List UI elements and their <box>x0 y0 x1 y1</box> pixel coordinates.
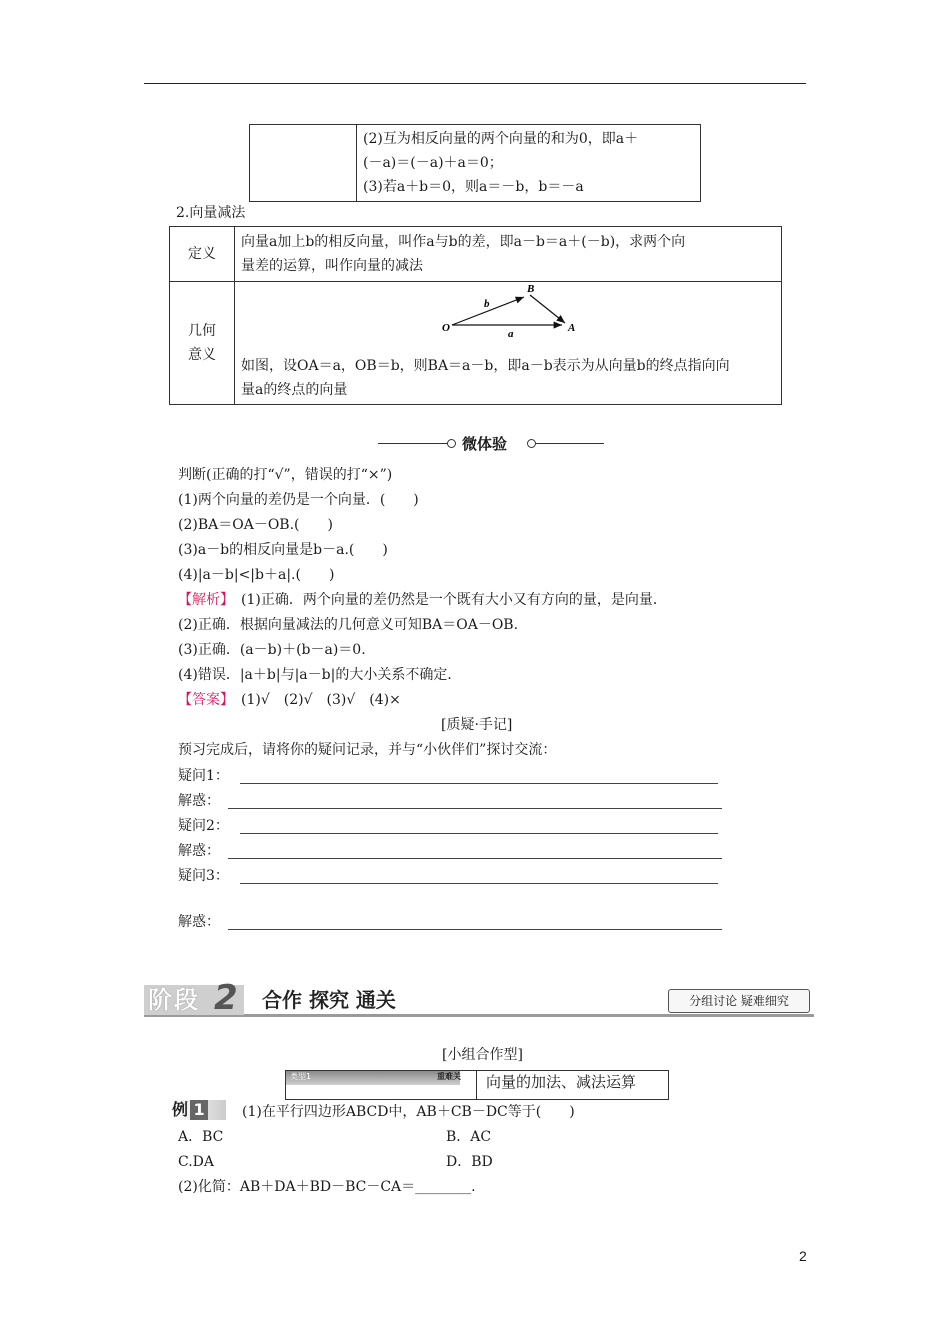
type-difficulty: 重难关 <box>437 1072 461 1081</box>
stage-number: 2 <box>214 978 238 1018</box>
vector-b-label: b <box>484 298 490 310</box>
analysis-tag: 【解析】 <box>178 592 227 608</box>
micro-q2: (2)BA＝OA－OB.( ) <box>178 517 333 533</box>
question-2-label: 疑问2： <box>178 818 229 834</box>
point-A-label: A <box>568 322 576 334</box>
section-heading-subtraction: 2.向量减法 <box>176 205 246 221</box>
example-q2: (2)化简：AB＋DA＋BD－BC－CA＝________. <box>178 1179 476 1195</box>
example-number: 1 <box>190 1100 208 1120</box>
point-B-label: B <box>527 283 535 295</box>
answer-tag: 【答案】 <box>178 692 227 708</box>
answer-line: 【答案】 (1)√ (2)√ (3)√ (4)× <box>178 692 401 708</box>
geometric-text-2: 量a的终点的向量 <box>241 382 348 398</box>
micro-q3: (3)a－b的相反向量是b－a.( ) <box>178 542 388 558</box>
property-line-2: (－a)＝(－a)＋a＝0； <box>363 155 503 171</box>
analysis-line-2: (2)正确．根据向量减法的几何意义可知BA＝OA－OB. <box>178 617 519 633</box>
stage-tag: 分组讨论 疑难细究 <box>668 989 810 1013</box>
example-mark: 例 <box>172 1100 189 1119</box>
property-line-3: (3)若a＋b＝0，则a＝－b，b＝－a <box>363 179 584 195</box>
micro-heading-right-rule <box>536 443 604 444</box>
page-number: 2 <box>799 1248 807 1264</box>
analysis-line-1: 【解析】 (1)正确．两个向量的差仍然是一个既有大小又有方向的量，是向量． <box>178 592 667 608</box>
micro-q1: (1)两个向量的差仍是一个向量．( ) <box>178 492 419 508</box>
answer-1-blank[interactable] <box>228 808 722 809</box>
answer-2-blank[interactable] <box>228 858 722 859</box>
type-label: 类型1 <box>290 1072 312 1081</box>
option-a: A．BC <box>178 1129 224 1145</box>
geometric-meaning-label: 几何 意义 <box>170 282 235 405</box>
header-rule <box>144 83 806 84</box>
answer-3-label: 解惑： <box>178 914 220 930</box>
option-d: D．BD <box>446 1154 493 1170</box>
option-b: B．AC <box>446 1129 492 1145</box>
empty-cell <box>250 125 357 202</box>
vector-ba-arrow <box>530 295 565 323</box>
analysis-line-3: (3)正确．(a－b)＋(b－a)＝0. <box>178 642 366 658</box>
answer-2-label: 解惑： <box>178 843 220 859</box>
analysis-line-4: (4)错误．|a＋b|与|a－b|的大小关系不确定． <box>178 667 462 683</box>
definition-text: 向量a加上b的相反向量，叫作a与b的差，即a－b＝a＋(－b)，求两个向 量差的运算，叫作向量的减法 <box>235 227 782 282</box>
geometric-text-1: 如图，设OA＝a，OB＝b，则BA＝a－b，即a－b表示为从向量b的终点指向向 <box>241 358 730 374</box>
answer-1-label: 解惑： <box>178 793 220 809</box>
vector-triangle-figure <box>438 280 584 340</box>
group-title: [小组合作型] <box>442 1047 523 1063</box>
circle-icon <box>447 439 456 448</box>
example-q1: (1)在平行四边形ABCD中，AB＋CB－DC等于( ) <box>242 1104 575 1120</box>
question-2-blank[interactable] <box>240 833 718 834</box>
stage-word: 阶段 <box>144 985 244 1015</box>
point-O-label: O <box>442 322 450 334</box>
notes-intro: 预习完成后，请将你的疑问记录，并与“小伙伴们”探讨交流： <box>178 742 557 758</box>
properties-cell <box>357 125 701 202</box>
question-1-label: 疑问1： <box>178 768 229 784</box>
vector-a-label: a <box>508 328 514 340</box>
micro-heading: 微体验 <box>462 435 508 453</box>
stage-title: 合作 探究 通关 <box>262 988 396 1012</box>
type-divider <box>476 1070 477 1100</box>
type-label-bar <box>286 1071 460 1085</box>
question-3-label: 疑问3： <box>178 868 229 884</box>
type-title: 向量的加法、减法运算 <box>486 1073 637 1091</box>
example-badge <box>172 1100 226 1120</box>
notes-title: [质疑·手记] <box>441 717 513 733</box>
micro-intro: 判断(正确的打“√”，错误的打“×”) <box>178 467 393 483</box>
micro-heading-left-rule <box>378 443 448 444</box>
question-3-blank[interactable] <box>240 883 718 884</box>
addition-properties-table <box>249 124 701 202</box>
answer-3-blank[interactable] <box>228 929 722 930</box>
option-c: C.DA <box>178 1154 214 1170</box>
micro-q4: (4)|a－b|<|b＋a|.( ) <box>178 567 335 583</box>
circle-icon <box>527 439 536 448</box>
question-1-blank[interactable] <box>240 783 718 784</box>
definition-label: 定义 <box>170 227 235 282</box>
property-line-1: (2)互为相反向量的两个向量的和为0，即a＋ <box>363 131 639 147</box>
